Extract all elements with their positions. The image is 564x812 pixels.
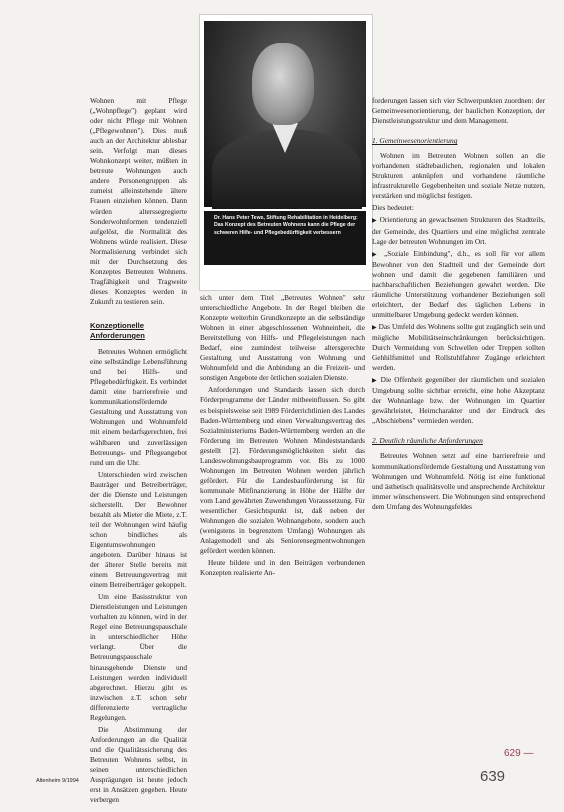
paragraph: Betreutes Wohnen ermöglicht eine selbständige Lebensführung und bei Hilfs- und Pflegebedürftigkeit. Es verbindet damit eine barrierefreie und kommunikationsfördernde Gestaltung und Ausstattung von Wohnungen und Wohnumfeld mit einem bedarfsgerechten, frei wählbaren und zuverlässigen Betreuungs- und Pflegeangebot rund um die Uhr. — [90, 347, 187, 467]
bullet-item: ▶ „Soziale Einbindung", d.h., es soll für vor allem Bewohner von den Stadtteil und der Gemeinde dort wohnen und damit die gegebenen familiären und nachbarschaftlichen Beziehungen gewahrt werden. Die räumliche Unterstützung vorhandener Beziehungen soll erleichtert, der Bedarf des täglichen Lebens in unmittelbarer Umgebung gedeckt werden können. — [372, 249, 545, 320]
page-stamp: 629 — — [504, 748, 534, 759]
paragraph: Unterschieden wird zwischen Bauträger und Betreiberträger, der die Dienste und Leistungen sicherstellt. Der Bewohner bezahlt als Mieter die Miete, z.T. teil der Wohnungen wird häufig schon bindliches als Eigentumswohnungen angeboten. Darüber hinaus ist der älterer Stelle bereits mit einem Betreuungsvertrag mit einem Betreiberträger gekoppelt. — [90, 469, 187, 590]
portrait-photo — [204, 21, 366, 207]
text-column-2 — [200, 293, 365, 580]
section-heading: Konzeptionelle Anforderungen — [90, 320, 145, 341]
paragraph: forderungen lassen sich vier Schwerpunkten zuordnen: der Gemeinwesenorientierung, der baulichen Konzeption, der Dienstleistungsstruktur und dem Management. — [372, 96, 545, 126]
journal-footer: Altenheim 9/1994 — [36, 778, 79, 784]
paragraph: Dies bedeutet: — [372, 203, 414, 213]
page-number: 639 — [480, 768, 506, 785]
portrait-figure — [199, 14, 373, 291]
paragraph: Anforderungen und Standards lassen sich durch Förderprogramme der Länder mitbeeinflussen. So gibt es beispielsweise seit 1989 Förderrichtlinien des Landes Baden-Württemberg und einen Verwaltungsvertrag des Sozialministeriums Baden-Württemberg werden an die Förderung im Betreuten Wohnen Mindeststandards gestellt [2]. Förderungsmöglichkeiten sieht das Landeswohnungsbauprogramm vor. Bis zu 1000 Wohnungen im Betreuten Wohnen werden jährlich gefördert. Für die Landesbauförderung ist für kommunale Mitfinanzierung in Höhe der Hälfte der vom Land gewährten Zuwendungen Voraussetzung. Für wesentlicher Gesichtspunkt ist, daß neben der Wohnungen die sozialen Wohnangebote, sondern auch (wenigstens in begrenztem Umfang) Wohnungen als Anlagemodell und als Seniorensegmentwohnungen gefördert werden können. — [200, 385, 365, 556]
paragraph: Um eine Basisstruktur von Dienstleistungen und Leistungen vorhalten zu können, wird in der Regel eine Betreuungspauschale in unterschiedlicher Höhe verlangt. Über die Betreuungspauschale hinausgehende Dienste und Leistungen werden individuell abgerechnet. Hierzu gibt es inzwischen z.T. schon sehr differenzierte vertragliche Regelungen. — [90, 592, 187, 722]
paragraph: Die Abstimmung der Anforderungen an die Qualität und die Qualitätssicherung des Betreuten Wohnens selbst, in seinen unterschiedlichen Ausprägungen ist heute jedoch erst in Ansätzen gegeben. Heute verbergen — [90, 724, 187, 805]
bullet-item: ▶ Das Umfeld des Wohnens sollte gut zugänglich sein und mögliche Mobilitätseinschränkungen berücksichtigen. Durch Vermeidung von Schwellen oder Treppen sollten Gehhilfsmittel und Rollstuhlfahrer Zugänge erleichtert werden. — [372, 322, 545, 373]
subsection-heading: 1. Gemeinwesenorientierung — [372, 136, 458, 146]
paragraph: Betreutes Wohnen setzt auf eine barrierefreie und kommunikationsfördernde Gestaltung und Ausstattung von Wohnungen und Wohnumfeld. Nötig ist eine funktional und ästhetisch qualitätsvolle und ansprechende Architektur immer wünschenswert. Die Wohnungen sind entsprechend dem Umfang des Wohnungsfeldes — [372, 451, 545, 511]
paragraph: Wohnen mit Pflege („Wohnpflege") geplant wird oder nicht Pflege mit Wohnen („Pflegewohnen"). Dies muß auch an der Architektur ablesbar sein. Verfolgt man dieses Wohnkonzept weiter, müßten in betreute Wohnungen auch andere Personengruppen als zumeist alleinstehende ältere Frauen einziehen können. Dann würden alterssegregierte Sonderwohnformen tendenziell aufgelöst, die Normalität des Wohnens würde realisiert. Diese Normalisierung verbindet sich mit der Durchsetzung des Konzeptes Betreuten Wohnens. Tragfähigkeit und Tragweite dieses Konzeptes werden in Zukunft zu testieren sein. — [90, 96, 187, 306]
photo-caption: Dr. Hans Peter Tews, Stiftung Rehabilitation in Heidelberg: Das Konzept des Betreuten Wohnens kann die Pflege der schweren Hilfe- und Pflegebedürftigkeit verbessern — [204, 211, 366, 265]
paragraph: Heute bildete und in den Beiträgen verbundenen Konzepten realisierte An- — [200, 558, 365, 578]
subsection-heading: 2. Deutlich räumliche Anforderungen — [372, 436, 483, 446]
bullet-item: ▶ Die Offenheit gegenüber der räumlichen und sozialen Umgebung sollte sichtbar erreicht, eine hohe Akzeptanz der Wohnanlage bzw. der Wohnungen im Quartier gewährleistet, Heimcharakter und der Eindruck des „Abschiebens" vermieden werden. — [372, 375, 545, 426]
bullet-item: ▶ Orientierung an gewachsenen Strukturen des Stadtteils, der Gemeinde, des Quartiers und eine möglichst zentrale Lage der betreuten Wohnungen im Ort. — [372, 215, 545, 246]
text-column-1 — [90, 96, 187, 807]
paragraph: sich unter dem Titel „Betreutes Wohnen" sehr unterschiedliche Angebote. In der Regel bleiben die Konzepte weiterhin Grundkonzepte an die selbständige Wohnen in einer abgeschlossenen Wohneinheit, die Bereitstellung von Hilfs- und Pflegeleistungen nach Bedarf, eine zumindest teilweise altersgerechte Gestaltung und Ausstattung von Wohnung und Wohnumfeld und die Anbindung an die Freizeit- und sonstigen Angebote der örtlichen sozialen Dienste. — [200, 293, 365, 383]
paragraph: Wohnen im Betreuten Wohnen sollen an die vorhandenen städtebaulichen, regionalen und lokalen Strukturen anknüpfen und vorhandene räumliche infrastrukturelle Gegebenheiten und soziale Netze nutzen, verstärken und möglichst festigen. — [372, 151, 545, 201]
photo-head — [252, 43, 314, 125]
text-column-3 — [372, 96, 545, 514]
